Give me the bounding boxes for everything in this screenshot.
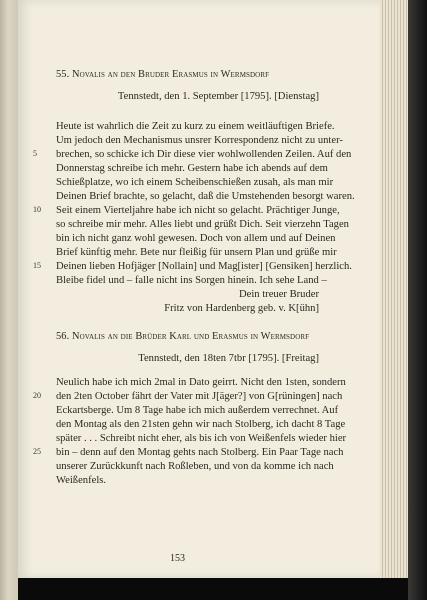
letter-56-title: Novalis an die Brüder Karl und Erasmus in Wermsdorf <box>72 331 310 342</box>
text-line: Deinen Brief brachte, so gelacht, daß die Umstehenden besorgt waren. <box>56 191 355 202</box>
facing-page-edge <box>0 0 18 600</box>
text-line: Seit einem Vierteljahre habe ich nicht so gelacht. Prächtiger Junge, <box>56 205 340 216</box>
text-line: Heute ist wahrlich die Zeit zu kurz zu einem weitläuftigen Briefe. <box>56 121 335 132</box>
text-line: Bleibe fidel und – falle nicht ins Sorgen hinein. Ich sehe Land – <box>56 275 327 286</box>
page-number: 153 <box>170 553 185 564</box>
line-number: 20 <box>33 391 41 400</box>
text-line: bin ich nicht ganz wohl gewesen. Doch von allem und auf Deinen <box>56 233 336 244</box>
text-line: den Montag als den 21sten gehn wir nach Stolberg, ich dacht 8 Tage <box>56 419 346 430</box>
page-stack-edges <box>380 0 410 590</box>
letter-55-title: Novalis an den Bruder Erasmus in Wermsdorf <box>72 69 270 80</box>
text-line: Eckartsberge. Um 8 Tage habe ich mich außerdem verrechnet. Auf <box>56 405 339 416</box>
text-line: Deinen lieben Hofjäger [Nollain] und Mag[ister] [Gensiken] herzlich. <box>56 261 352 272</box>
text-line: Brief künftig mehr. Bete nur fleißig für unsern Plan und grüße mir <box>56 247 337 258</box>
line-number: 15 <box>33 261 41 270</box>
text-line: brechen, so schicke ich Dir diese vier wohlwollenden Zeilen. Auf den <box>56 149 352 160</box>
text-line: so schreibe mir mehr. Alles liebt und grüßt Dich. Seit vierzehn Tagen <box>56 219 349 230</box>
text-line: unserer Zurückkunft nach Roßleben, und von da komme ich nach <box>56 461 334 472</box>
letter-56-heading <box>56 330 309 343</box>
letter-55-dateline: Tennstedt, den 1. September [1795]. [Dienstag] <box>117 91 319 102</box>
text-line: Weißenfels. <box>56 475 107 486</box>
bottom-shadow <box>18 578 408 600</box>
letter-55-closing-1: Dein treuer Bruder <box>238 289 319 300</box>
letter-55-heading <box>56 68 269 81</box>
text-line: den 2ten October fährt der Vater mit J[äger?] von G[rüningen] nach <box>56 391 343 402</box>
text-line: Um jedoch den Mechanismus unsrer Korrespondenz nicht zu unter- <box>56 135 343 146</box>
line-number: 5 <box>33 149 37 158</box>
letter-55-number: 55. <box>56 69 70 80</box>
text-line: später . . . Schreibt nicht eher, als bis ich von Weißenfels wieder hier <box>56 433 347 444</box>
line-number: 10 <box>33 205 41 214</box>
letter-55-closing-2: Fritz von Hardenberg geb. v. K[ühn] <box>164 303 319 314</box>
letter-56-number: 56. <box>56 331 70 342</box>
text-line: Donnerstag schreibe ich mehr. Gestern habe ich abends auf dem <box>56 163 328 174</box>
text-line: Neulich habe ich mich 2mal in Dato geirrt. Nicht den 1sten, sondern <box>56 377 346 388</box>
text-line: Schießplatze, wo ich einem Scheibenschießen zusah, als man mir <box>56 177 334 188</box>
letter-56-dateline: Tennstedt, den 18ten 7tbr [1795]. [Freitag] <box>138 353 319 364</box>
text-line: bin – denn auf den Montag gehts nach Stolberg. Ein Paar Tage nach <box>56 447 344 458</box>
line-number: 25 <box>33 447 41 456</box>
book-edge-shadow <box>408 0 427 600</box>
